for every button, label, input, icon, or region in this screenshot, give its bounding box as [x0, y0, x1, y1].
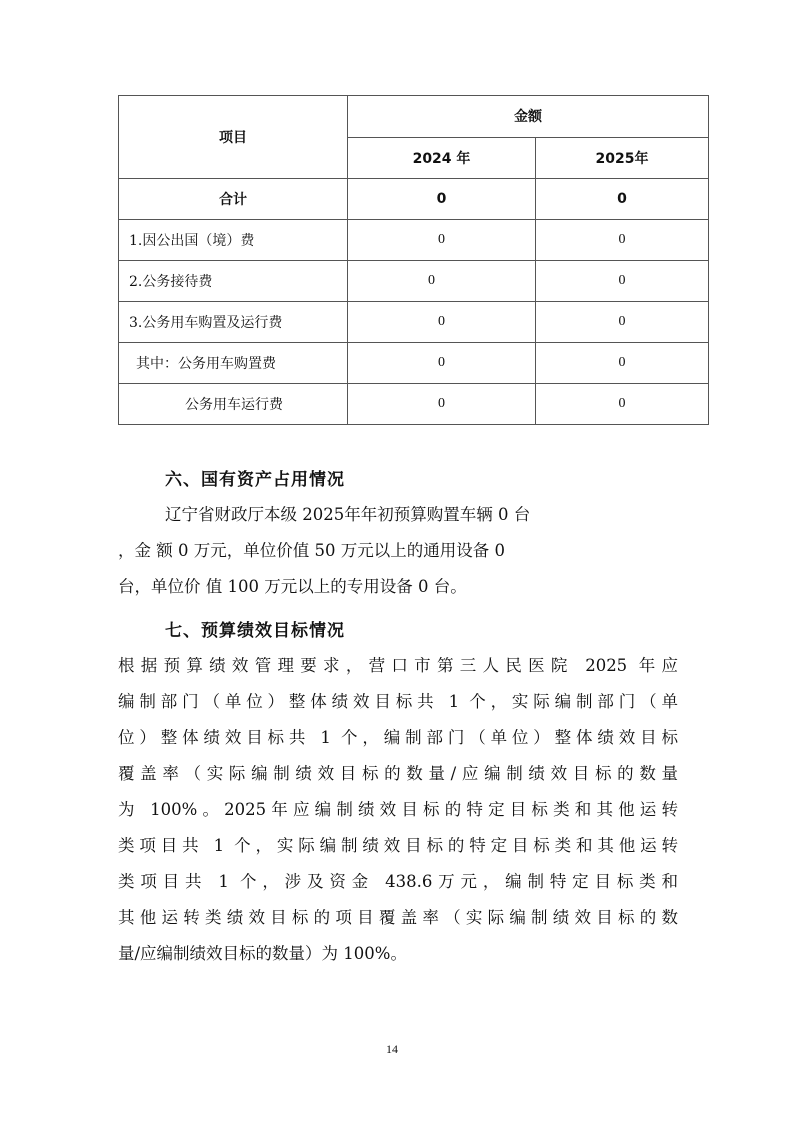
paragraph-line: 其他运转类绩效目标的项目覆盖率（实际编制绩效目标的数: [118, 908, 678, 927]
paragraph-line: 辽宁省财政厅本级 2025年年初预算购置车辆 0 台: [165, 505, 531, 524]
paragraph-line: 类项目共 1 个，涉及资金 438.6万元，编制特定目标类和: [118, 872, 678, 891]
section7-title: 七、预算绩效目标情况: [165, 621, 345, 641]
page-number: 14: [386, 1042, 398, 1056]
header-year-2025: 2025年: [536, 137, 709, 179]
paragraph-line: 量/应编制绩效目标的数量）为 100%。: [118, 944, 407, 963]
row-value-2025: 0: [536, 179, 709, 220]
row-value-2024: 0: [348, 220, 536, 261]
row-label: 1.因公出国（境）费: [119, 220, 348, 261]
row-value-2024: 0: [348, 179, 536, 220]
table-row: [119, 384, 709, 425]
paragraph-line: 根据预算绩效管理要求，营口市第三人民医院 2025 年应: [118, 656, 678, 675]
row-value-2024: 0: [348, 343, 536, 384]
table-row: [119, 302, 709, 343]
paragraph-line: 台，单位价 值 100 万元以上的专用设备 0 台。: [118, 577, 467, 596]
row-label: 合计: [119, 179, 348, 220]
table-row: [119, 343, 709, 384]
section6-title: 六、国有资产占用情况: [165, 470, 345, 490]
table-row: [119, 220, 709, 261]
row-label: 3.公务用车购置及运行费: [119, 302, 348, 343]
row-value-2025: 0: [536, 261, 709, 302]
row-value-2024: 0: [348, 302, 536, 343]
paragraph-line: 编制部门（单位）整体绩效目标共 1 个，实际编制部门（单: [118, 692, 678, 711]
row-value-2024: 0: [348, 261, 536, 302]
table-row-total: [119, 179, 709, 220]
table-row: [119, 261, 709, 302]
row-label: 2.公务接待费: [119, 261, 348, 302]
paragraph-line: 为 100%。2025年应编制绩效目标的特定目标类和其他运转: [118, 800, 678, 819]
paragraph-line: 覆盖率（实际编制绩效目标的数量/应编制绩效目标的数量: [118, 764, 678, 783]
row-value-2025: 0: [536, 384, 709, 425]
paragraph-line: 位）整体绩效目标共 1 个，编制部门（单位）整体绩效目标: [118, 728, 678, 747]
header-item: 项目: [119, 96, 348, 179]
paragraph-line: ，金 额 0 万元，单位价值 50 万元以上的通用设备 0: [118, 541, 505, 560]
header-year-2024: 2024 年: [348, 137, 536, 179]
row-value-2025: 0: [536, 220, 709, 261]
row-value-2025: 0: [536, 302, 709, 343]
row-value-2024: 0: [348, 384, 536, 425]
paragraph-line: 类项目共 1 个，实际编制绩效目标的特定目标类和其他运转: [118, 836, 678, 855]
header-amount: 金额: [348, 96, 709, 138]
expense-table: [118, 95, 709, 425]
row-label: 其中：公务用车购置费: [119, 343, 348, 384]
section6-paragraph-cont: [118, 533, 505, 605]
row-value-2025: 0: [536, 343, 709, 384]
section6-paragraph: [165, 497, 530, 533]
section7-paragraph: [118, 648, 678, 972]
row-label: 公务用车运行费: [119, 384, 348, 425]
